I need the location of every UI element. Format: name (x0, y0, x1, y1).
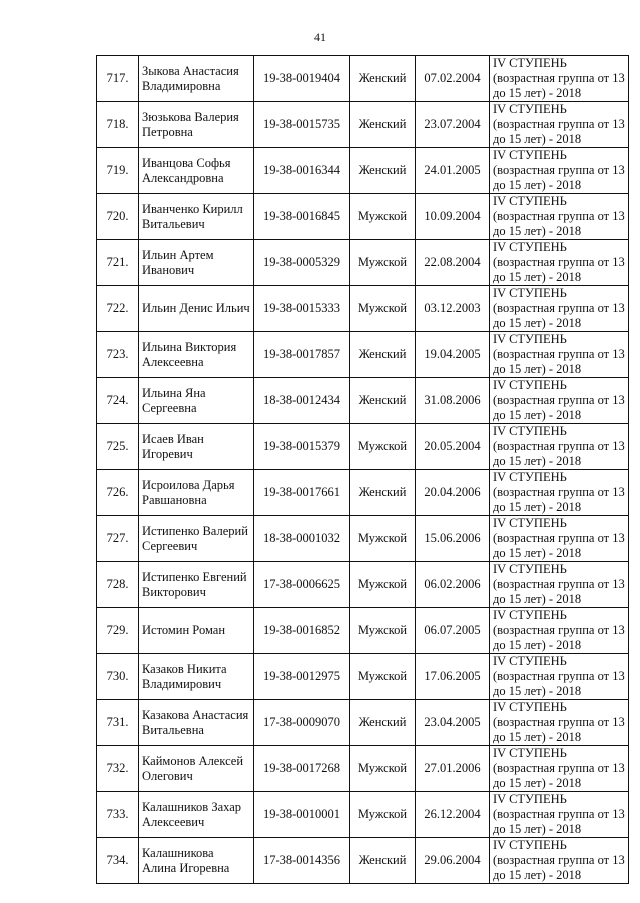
level-text-line: IV СТУПЕНЬ (493, 654, 567, 668)
level-text-line: (возрастная группа от 13 (493, 485, 625, 499)
level-text-line: до 15 лет) - 2018 (493, 132, 582, 146)
birth-date-cell: 23.04.2005 (416, 700, 490, 746)
level-text-line: до 15 лет) - 2018 (493, 362, 582, 376)
level-text-line: до 15 лет) - 2018 (493, 592, 582, 606)
level-cell (490, 332, 629, 378)
table-row (97, 700, 629, 746)
page-number: 41 (314, 30, 326, 44)
row-number-cell: 722. (97, 286, 139, 332)
level-cell (490, 470, 629, 516)
full-name-cell: Истомин Роман (139, 608, 254, 654)
gender-cell: Мужской (350, 608, 416, 654)
gender-cell: Мужской (350, 654, 416, 700)
row-number-cell: 728. (97, 562, 139, 608)
level-cell (490, 608, 629, 654)
birth-date-cell: 10.09.2004 (416, 194, 490, 240)
level-text-line: до 15 лет) - 2018 (493, 270, 582, 284)
level-text-line: до 15 лет) - 2018 (493, 316, 582, 330)
gender-cell: Женский (350, 470, 416, 516)
level-text-line: до 15 лет) - 2018 (493, 224, 582, 238)
participant-id-cell: 19-38-0016344 (254, 148, 350, 194)
row-number-cell: 720. (97, 194, 139, 240)
gender-cell: Мужской (350, 424, 416, 470)
table-row (97, 332, 629, 378)
table-row (97, 654, 629, 700)
row-number-cell: 729. (97, 608, 139, 654)
birth-date-cell: 19.04.2005 (416, 332, 490, 378)
birth-date-cell: 29.06.2004 (416, 838, 490, 884)
full-name-cell: Зыкова Анастасия Владимировна (139, 56, 254, 102)
level-text-line: IV СТУПЕНЬ (493, 378, 567, 392)
level-text-line: IV СТУПЕНЬ (493, 332, 567, 346)
row-number-cell: 719. (97, 148, 139, 194)
row-number-cell: 731. (97, 700, 139, 746)
gender-cell: Женский (350, 378, 416, 424)
participant-id-cell: 19-38-0016845 (254, 194, 350, 240)
birth-date-cell: 31.08.2006 (416, 378, 490, 424)
level-cell (490, 654, 629, 700)
level-cell (490, 424, 629, 470)
level-text-line: IV СТУПЕНЬ (493, 148, 567, 162)
birth-date-cell: 22.08.2004 (416, 240, 490, 286)
full-name-cell: Ильин Артем Иванович (139, 240, 254, 286)
table-row (97, 562, 629, 608)
level-text-line: до 15 лет) - 2018 (493, 868, 582, 882)
level-cell (490, 102, 629, 148)
full-name-cell: Зюзькова Валерия Петровна (139, 102, 254, 148)
participants-table (96, 55, 629, 884)
table-row (97, 240, 629, 286)
participant-id-cell: 19-38-0005329 (254, 240, 350, 286)
birth-date-cell: 23.07.2004 (416, 102, 490, 148)
level-text-line: (возрастная группа от 13 (493, 715, 625, 729)
level-text-line: IV СТУПЕНЬ (493, 608, 567, 622)
participant-id-cell: 19-38-0016852 (254, 608, 350, 654)
level-cell (490, 516, 629, 562)
level-cell (490, 378, 629, 424)
level-text-line: (возрастная группа от 13 (493, 163, 625, 177)
full-name-cell: Каймонов Алексей Олегович (139, 746, 254, 792)
birth-date-cell: 03.12.2003 (416, 286, 490, 332)
full-name-cell: Истипенко Валерий Сергеевич (139, 516, 254, 562)
level-text-line: (возрастная группа от 13 (493, 531, 625, 545)
row-number-cell: 721. (97, 240, 139, 286)
full-name-cell: Ильина Виктория Алексеевна (139, 332, 254, 378)
level-text-line: до 15 лет) - 2018 (493, 86, 582, 100)
level-text-line: IV СТУПЕНЬ (493, 562, 567, 576)
level-text-line: (возрастная группа от 13 (493, 393, 625, 407)
level-text-line: (возрастная группа от 13 (493, 71, 625, 85)
birth-date-cell: 06.07.2005 (416, 608, 490, 654)
row-number-cell: 730. (97, 654, 139, 700)
level-text-line: (возрастная группа от 13 (493, 853, 625, 867)
participant-id-cell: 19-38-0015735 (254, 102, 350, 148)
level-text-line: (возрастная группа от 13 (493, 761, 625, 775)
level-text-line: (возрастная группа от 13 (493, 301, 625, 315)
full-name-cell: Ильина Яна Сергеевна (139, 378, 254, 424)
table-row (97, 102, 629, 148)
table-row (97, 746, 629, 792)
participant-id-cell: 19-38-0012975 (254, 654, 350, 700)
table-row (97, 286, 629, 332)
level-text-line: до 15 лет) - 2018 (493, 178, 582, 192)
birth-date-cell: 07.02.2004 (416, 56, 490, 102)
level-cell (490, 700, 629, 746)
table-row (97, 148, 629, 194)
level-text-line: IV СТУПЕНЬ (493, 838, 567, 852)
birth-date-cell: 20.04.2006 (416, 470, 490, 516)
level-text-line: IV СТУПЕНЬ (493, 286, 567, 300)
row-number-cell: 723. (97, 332, 139, 378)
gender-cell: Мужской (350, 792, 416, 838)
birth-date-cell: 06.02.2006 (416, 562, 490, 608)
level-text-line: до 15 лет) - 2018 (493, 454, 582, 468)
table-row (97, 792, 629, 838)
row-number-cell: 734. (97, 838, 139, 884)
level-cell (490, 792, 629, 838)
participant-id-cell: 19-38-0017268 (254, 746, 350, 792)
level-text-line: до 15 лет) - 2018 (493, 684, 582, 698)
participant-id-cell: 19-38-0017857 (254, 332, 350, 378)
level-text-line: IV СТУПЕНЬ (493, 56, 567, 70)
table-row (97, 194, 629, 240)
row-number-cell: 726. (97, 470, 139, 516)
participant-id-cell: 17-38-0014356 (254, 838, 350, 884)
table-row (97, 608, 629, 654)
gender-cell: Мужской (350, 194, 416, 240)
level-cell (490, 148, 629, 194)
row-number-cell: 725. (97, 424, 139, 470)
level-text-line: (возрастная группа от 13 (493, 347, 625, 361)
full-name-cell: Исроилова Дарья Равшановна (139, 470, 254, 516)
row-number-cell: 718. (97, 102, 139, 148)
level-cell (490, 838, 629, 884)
level-text-line: (возрастная группа от 13 (493, 807, 625, 821)
level-text-line: (возрастная группа от 13 (493, 623, 625, 637)
level-text-line: IV СТУПЕНЬ (493, 700, 567, 714)
birth-date-cell: 27.01.2006 (416, 746, 490, 792)
full-name-cell: Иванцова Софья Александровна (139, 148, 254, 194)
birth-date-cell: 24.01.2005 (416, 148, 490, 194)
row-number-cell: 733. (97, 792, 139, 838)
table-row (97, 56, 629, 102)
level-text-line: IV СТУПЕНЬ (493, 194, 567, 208)
gender-cell: Женский (350, 148, 416, 194)
participant-id-cell: 19-38-0015333 (254, 286, 350, 332)
level-cell (490, 286, 629, 332)
full-name-cell: Казаков Никита Владимирович (139, 654, 254, 700)
gender-cell: Мужской (350, 746, 416, 792)
full-name-cell: Истипенко Евгений Викторович (139, 562, 254, 608)
level-cell (490, 562, 629, 608)
participant-id-cell: 19-38-0019404 (254, 56, 350, 102)
level-cell (490, 240, 629, 286)
birth-date-cell: 20.05.2004 (416, 424, 490, 470)
gender-cell: Женский (350, 838, 416, 884)
level-text-line: (возрастная группа от 13 (493, 255, 625, 269)
full-name-cell: Ильин Денис Ильич (139, 286, 254, 332)
full-name-cell: Калашников Захар Алексеевич (139, 792, 254, 838)
table-row (97, 516, 629, 562)
participants-table-body (97, 56, 629, 884)
gender-cell: Женский (350, 56, 416, 102)
participant-id-cell: 18-38-0012434 (254, 378, 350, 424)
gender-cell: Мужской (350, 516, 416, 562)
level-text-line: до 15 лет) - 2018 (493, 776, 582, 790)
level-text-line: IV СТУПЕНЬ (493, 240, 567, 254)
level-text-line: IV СТУПЕНЬ (493, 102, 567, 116)
level-text-line: до 15 лет) - 2018 (493, 408, 582, 422)
gender-cell: Женский (350, 332, 416, 378)
gender-cell: Женский (350, 700, 416, 746)
table-row (97, 424, 629, 470)
table-row (97, 378, 629, 424)
level-text-line: до 15 лет) - 2018 (493, 500, 582, 514)
level-text-line: (возрастная группа от 13 (493, 669, 625, 683)
gender-cell: Женский (350, 102, 416, 148)
participant-id-cell: 17-38-0009070 (254, 700, 350, 746)
birth-date-cell: 17.06.2005 (416, 654, 490, 700)
level-text-line: до 15 лет) - 2018 (493, 638, 582, 652)
full-name-cell: Калашникова Алина Игоревна (139, 838, 254, 884)
level-text-line: (возрастная группа от 13 (493, 117, 625, 131)
birth-date-cell: 15.06.2006 (416, 516, 490, 562)
level-text-line: до 15 лет) - 2018 (493, 730, 582, 744)
birth-date-cell: 26.12.2004 (416, 792, 490, 838)
participant-id-cell: 17-38-0006625 (254, 562, 350, 608)
level-text-line: (возрастная группа от 13 (493, 577, 625, 591)
participant-id-cell: 18-38-0001032 (254, 516, 350, 562)
level-text-line: IV СТУПЕНЬ (493, 746, 567, 760)
table-row (97, 470, 629, 516)
row-number-cell: 724. (97, 378, 139, 424)
participant-id-cell: 19-38-0015379 (254, 424, 350, 470)
level-text-line: IV СТУПЕНЬ (493, 424, 567, 438)
level-text-line: (возрастная группа от 13 (493, 439, 625, 453)
level-text-line: до 15 лет) - 2018 (493, 822, 582, 836)
level-text-line: (возрастная группа от 13 (493, 209, 625, 223)
level-cell (490, 746, 629, 792)
level-cell (490, 194, 629, 240)
table-row (97, 838, 629, 884)
level-cell (490, 56, 629, 102)
row-number-cell: 717. (97, 56, 139, 102)
full-name-cell: Исаев Иван Игоревич (139, 424, 254, 470)
level-text-line: IV СТУПЕНЬ (493, 516, 567, 530)
gender-cell: Мужской (350, 562, 416, 608)
participant-id-cell: 19-38-0010001 (254, 792, 350, 838)
row-number-cell: 732. (97, 746, 139, 792)
full-name-cell: Иванченко Кирилл Витальевич (139, 194, 254, 240)
participant-id-cell: 19-38-0017661 (254, 470, 350, 516)
level-text-line: до 15 лет) - 2018 (493, 546, 582, 560)
level-text-line: IV СТУПЕНЬ (493, 470, 567, 484)
row-number-cell: 727. (97, 516, 139, 562)
level-text-line: IV СТУПЕНЬ (493, 792, 567, 806)
gender-cell: Мужской (350, 240, 416, 286)
gender-cell: Мужской (350, 286, 416, 332)
full-name-cell: Казакова Анастасия Витальевна (139, 700, 254, 746)
